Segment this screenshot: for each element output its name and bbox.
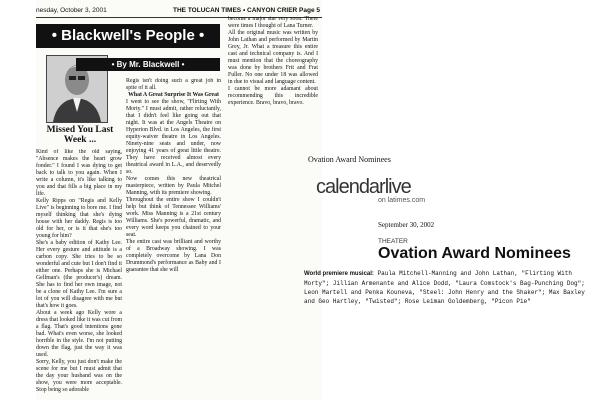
paragraph: become a major star very soon. There were times I thought of Lana Turner. bbox=[228, 16, 318, 29]
calendarlive-logo[interactable] bbox=[316, 176, 434, 208]
award-entry bbox=[304, 269, 596, 306]
issue-date: nesday, October 3, 2001 bbox=[36, 7, 107, 14]
paragraph: All the original music was written by John Lathan and performed by Martin Grey, Jr. What a treasure this entire cast and technical company is. And I must mention that the choreography was done by brothers Frit and Frat Fuller. No one under 18 was allowed in due to visual and language content. bbox=[228, 30, 318, 85]
article-column-1 bbox=[36, 149, 122, 400]
paper-name: THE TOLUCAN TIMES • CANYON CRIER Page 5 bbox=[173, 7, 320, 14]
column-title: • Blackwell's People • bbox=[36, 24, 220, 48]
award-nominees: Paula Mitchell-Manning and John Lathan, "Flirting With Morty"; Jillian Armenante and Alice Dodd, "Laura Comstock's Bag-Punching Dog"; Leon Martell and Penka Kouneva, "Steel: John Henry and the Shaker"; Max Baxley and Geo Hartley, "Twisted"; Rose Leiman Goldemberg, "Picon Pie" bbox=[304, 270, 585, 305]
logo-text: calendarlive bbox=[316, 176, 411, 198]
paragraph: She's a baby edition of Kathy Lee. Her every gesture and attitude is a carbon copy. She tries to be so wonderful and cute but I don't find it either one. Perhaps she is Michael Gelfman's (the producer's) dream. She has to find her own image, not be a clone of Kathy Lee. I'm sure a lot of you will disagree with me but that's how it goes. bbox=[36, 240, 122, 309]
paragraph: Sorry, Kelly, you just don't make the scene for me but I must admit that the day your husband was on the show, you were more acceptable. Stop being so adorable bbox=[36, 359, 122, 393]
missed-heading: Missed You Last Week ... bbox=[46, 125, 114, 145]
web-clipping bbox=[300, 0, 600, 400]
article-column-2 bbox=[126, 78, 221, 400]
paragraph: Kind of like the old saying, "Absence makes the heart grow fonder." I found I was dying to get back to talk to you again. When I write a column, it's like talking to you and that fills a big place in my life. bbox=[36, 149, 122, 197]
paragraph: Regis isn't doing such a great job in spite of it all. bbox=[126, 78, 221, 91]
paragraph: I went to see the show, "Flirting With Morty." I must admit, rather reluctantly, that I didn't feel like going out that night. It was at the Angels Theatre on Hyperion Blvd. in Los Angeles, the first equity-waiver theatre in Los Angeles. Ninety-nine seats and under, now enjoying 41 years of great little theatre. They have received almost every theatrical award in L.A., and deservedly so. bbox=[126, 99, 221, 175]
subheading: What A Great Surprise It Was Great bbox=[128, 92, 219, 98]
section-label: THEATER bbox=[378, 238, 408, 245]
publish-date: September 30, 2002 bbox=[378, 221, 435, 229]
paragraph: Now comes this new theatrical masterpiece, written by Paula Mitchel Manning, with its premiere showing. bbox=[126, 176, 221, 196]
paragraph: I cannot be more adamant about recommending this incredible experience. Bravo, bravo, bravo. bbox=[228, 86, 318, 106]
logo-domain: on latimes.com bbox=[378, 197, 426, 204]
award-category: World premiere musical: bbox=[304, 271, 374, 277]
newspaper-clipping bbox=[36, 0, 322, 400]
byline: • By Mr. Blackwell • bbox=[76, 58, 220, 71]
paragraph: Throughout the entire show I couldn't help but think of Tennessee Williams' work. Miss Manning is a 21st century Williams. She's powerful, dramatic, and every word keeps you chained to your seat. bbox=[126, 197, 221, 238]
paragraph: Kelly Ripps on "Regis and Kelly Live" is beginning to bore me. I find myself thinking that she's dying house with her daddy. Regis is too old for her, or is it that she's too young for him? bbox=[36, 198, 122, 239]
nominees-label: Ovation Award Nominees bbox=[308, 155, 391, 164]
paragraph: The entire cast was brilliant and worthy of a Broadway showing. I was completely overcome by Lana Don Drummond's performance as Baby and I guarantee that she will bbox=[126, 239, 221, 273]
page-title: Ovation Award Nominees bbox=[378, 245, 571, 262]
paragraph: About a week ago Kelly wore a dress that looked like it was cut from a flag. That's good intentions gone bad. What's even worse, she looked horrible in the style. I'm not putting down the flag, just the way it was used. bbox=[36, 310, 122, 358]
